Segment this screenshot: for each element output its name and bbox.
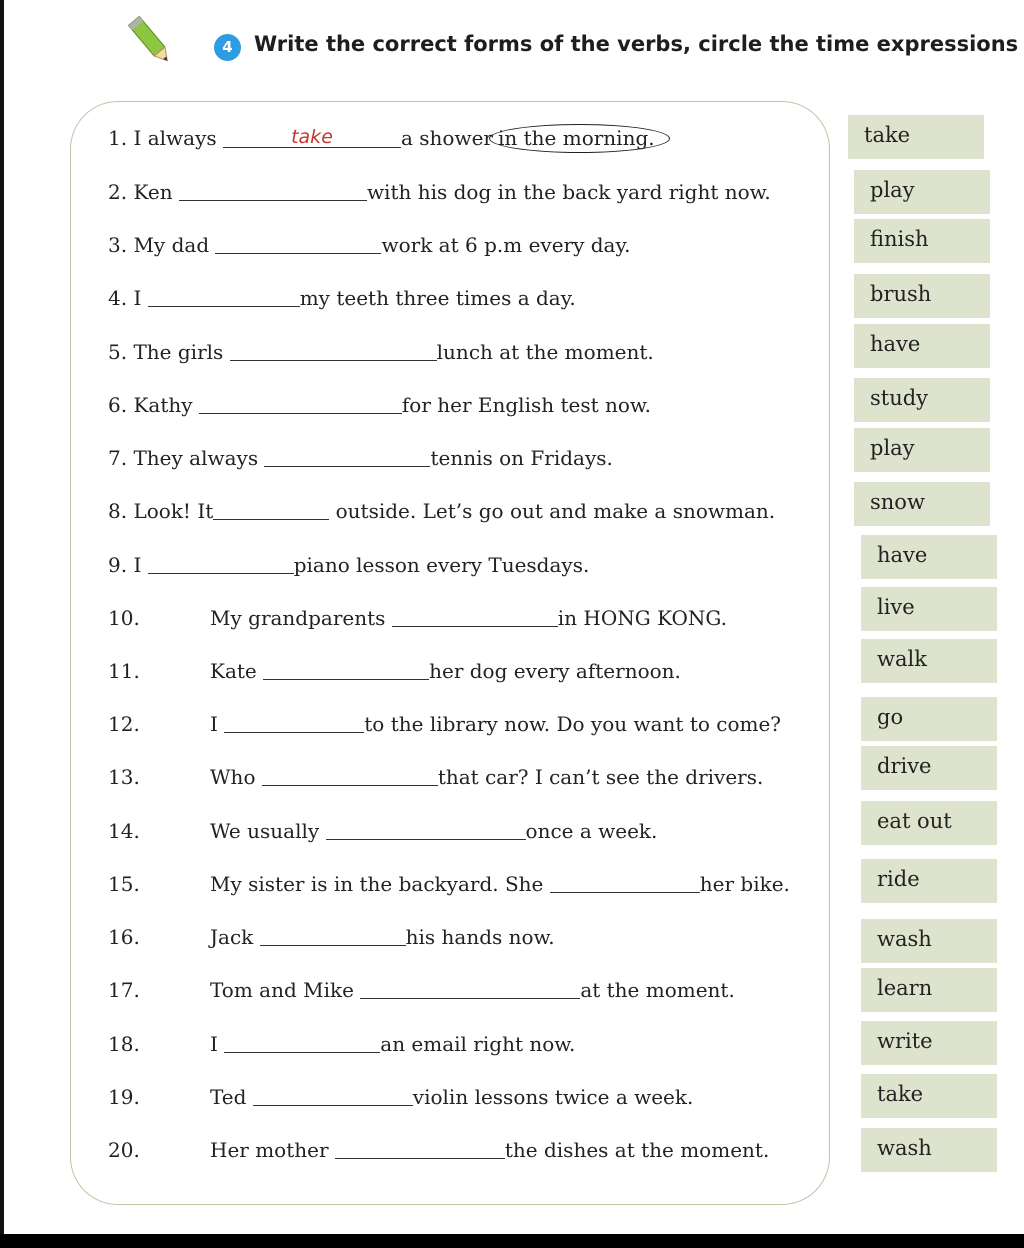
- verb-box: snow: [854, 482, 990, 526]
- sentence-text-after: my teeth three times a day.: [299, 286, 576, 310]
- sentence-text-after: once a week.: [525, 819, 658, 843]
- answer-blank[interactable]: [224, 710, 364, 733]
- sentence-13: [108, 761, 763, 791]
- verb-box: take: [861, 1074, 997, 1118]
- answer-blank[interactable]: [550, 870, 700, 893]
- sentence-12: [108, 708, 781, 738]
- sentence-text-before: The girls: [133, 340, 230, 364]
- sentence-text-after: for her English test now.: [401, 393, 652, 417]
- sentence-number: 4.: [108, 286, 128, 310]
- verb-box: eat out: [861, 801, 997, 845]
- pencil-icon: [126, 12, 178, 70]
- verb-box: play: [854, 428, 990, 472]
- sentence-text-before: My dad: [133, 233, 216, 257]
- sentence-text-after: violin lessons twice a week.: [412, 1085, 694, 1109]
- sentence-3: [108, 229, 630, 259]
- sentence-2: [108, 176, 771, 206]
- answer-blank[interactable]: [262, 763, 438, 786]
- sentence-text-before: Kathy: [133, 393, 199, 417]
- answer-blank[interactable]: [179, 178, 367, 201]
- sentence-text-after: tennis on Fridays.: [430, 446, 613, 470]
- circled-time-expression: in the morning.: [489, 124, 670, 153]
- sentence-5: [108, 336, 654, 366]
- verb-box: go: [861, 697, 997, 741]
- sentence-text-before: We usually: [210, 819, 326, 843]
- sentence-number: 20.: [108, 1138, 140, 1162]
- bottom-edge-bar: [0, 1234, 1024, 1248]
- sentence-11: [108, 655, 681, 685]
- sentence-number: 11.: [108, 659, 140, 683]
- sentence-16: [108, 921, 555, 951]
- verb-box: live: [861, 587, 997, 631]
- sentence-4: [108, 282, 576, 312]
- sentence-text-before: I: [210, 712, 225, 736]
- answer-blank[interactable]: [392, 604, 558, 627]
- sentence-number: 5.: [108, 340, 128, 364]
- sentence-number: 13.: [108, 765, 140, 789]
- sentence-text-before: My sister is in the backyard. She: [210, 872, 550, 896]
- sentence-number: 17.: [108, 978, 140, 1002]
- sentence-number: 1.: [108, 126, 128, 150]
- sentence-text-before: Who: [210, 765, 262, 789]
- sentence-text-after: with his dog in the back yard right now.: [366, 180, 771, 204]
- sentence-number: 10.: [108, 606, 140, 630]
- verb-box: ride: [861, 859, 997, 903]
- left-edge-bar: [0, 0, 4, 1248]
- sentence-text-after: a shower: [401, 126, 493, 150]
- sentence-text-after: that car? I can’t see the drivers.: [437, 765, 764, 789]
- answer-blank[interactable]: [223, 125, 401, 148]
- sentence-7: [108, 442, 613, 472]
- answer-blank[interactable]: [224, 1030, 380, 1053]
- sentence-number: 8.: [108, 499, 128, 523]
- sentence-text-after: piano lesson every Tuesdays.: [293, 553, 590, 577]
- verb-box: study: [854, 378, 990, 422]
- sentence-text-after: her dog every afternoon.: [429, 659, 681, 683]
- verb-box: have: [861, 535, 997, 579]
- exercise-title: Write the correct forms of the verbs, circle the time expressions: [254, 32, 1019, 56]
- answer-blank[interactable]: [360, 976, 580, 999]
- sentence-number: 19.: [108, 1085, 140, 1109]
- verb-box: write: [861, 1021, 997, 1065]
- answer-blank[interactable]: [326, 817, 526, 840]
- sentence-text-after: the dishes at the moment.: [504, 1138, 770, 1162]
- sentence-text-before: Kate: [210, 659, 264, 683]
- filled-answer: take: [291, 126, 333, 148]
- verb-box: wash: [861, 919, 997, 963]
- sentence-text-after: his hands now.: [405, 925, 555, 949]
- verb-box: brush: [854, 274, 990, 318]
- verb-box: learn: [861, 968, 997, 1012]
- verb-box: drive: [861, 746, 997, 790]
- answer-blank[interactable]: [264, 444, 430, 467]
- sentence-text-before: Her mother: [210, 1138, 335, 1162]
- sentence-text-before: I always: [133, 126, 223, 150]
- sentence-number: 16.: [108, 925, 140, 949]
- answer-blank[interactable]: [148, 551, 294, 574]
- sentence-text-after: at the moment.: [580, 978, 735, 1002]
- sentence-text-before: My grandparents: [210, 606, 392, 630]
- exercise-number-badge: 4: [214, 34, 241, 61]
- sentence-text-after: outside. Let’s go out and make a snowman.: [329, 499, 776, 523]
- sentence-text-after: lunch at the moment.: [436, 340, 654, 364]
- sentence-text-after: work at 6 p.m every day.: [381, 233, 631, 257]
- verb-box: have: [854, 324, 990, 368]
- answer-blank[interactable]: [335, 1136, 505, 1159]
- verb-box: take: [848, 115, 984, 159]
- sentence-number: 9.: [108, 553, 128, 577]
- verb-box: wash: [861, 1128, 997, 1172]
- verb-box: walk: [861, 639, 997, 683]
- sentence-text-before: Look! It: [133, 499, 214, 523]
- sentence-number: 7.: [108, 446, 128, 470]
- sentence-20: [108, 1134, 769, 1164]
- sentence-text-before: I: [133, 286, 148, 310]
- sentence-text-before: Ted: [210, 1085, 253, 1109]
- answer-blank[interactable]: [148, 284, 300, 307]
- sentence-6: [108, 389, 651, 419]
- sentence-number: 18.: [108, 1032, 140, 1056]
- answer-blank[interactable]: [199, 391, 402, 414]
- sentence-number: 6.: [108, 393, 128, 417]
- sentence-text-before: Ken: [133, 180, 179, 204]
- sentence-14: [108, 815, 657, 845]
- sentence-18: [108, 1028, 575, 1058]
- verb-box: finish: [854, 219, 990, 263]
- answer-blank[interactable]: [263, 657, 429, 680]
- sentence-8: [108, 495, 775, 525]
- sentence-text-after: in HONG KONG.: [557, 606, 728, 630]
- answer-blank[interactable]: [215, 231, 381, 254]
- answer-blank[interactable]: [230, 338, 437, 361]
- sentence-text-before: They always: [133, 446, 265, 470]
- sentence-number: 15.: [108, 872, 140, 896]
- sentence-number: 14.: [108, 819, 140, 843]
- sentence-number: 12.: [108, 712, 140, 736]
- sentence-text-before: I: [210, 1032, 225, 1056]
- sentence-text-before: Tom and Mike: [210, 978, 361, 1002]
- sentence-text-after: to the library now. Do you want to come?: [364, 712, 782, 736]
- sentence-1: [108, 123, 670, 153]
- sentence-text-after: an email right now.: [380, 1032, 576, 1056]
- answer-blank[interactable]: [253, 1083, 413, 1106]
- sentence-15: [108, 868, 790, 898]
- sentence-text-before: I: [133, 553, 148, 577]
- verb-box: play: [854, 170, 990, 214]
- sentence-text-before: Jack: [210, 925, 260, 949]
- answer-blank[interactable]: [260, 923, 406, 946]
- answer-blank[interactable]: [213, 497, 329, 520]
- sentence-17: [108, 974, 735, 1004]
- sentence-text-after: her bike.: [699, 872, 790, 896]
- sentence-9: [108, 549, 589, 579]
- sentence-10: [108, 602, 727, 632]
- sentence-19: [108, 1081, 693, 1111]
- sentence-number: 3.: [108, 233, 128, 257]
- sentence-number: 2.: [108, 180, 128, 204]
